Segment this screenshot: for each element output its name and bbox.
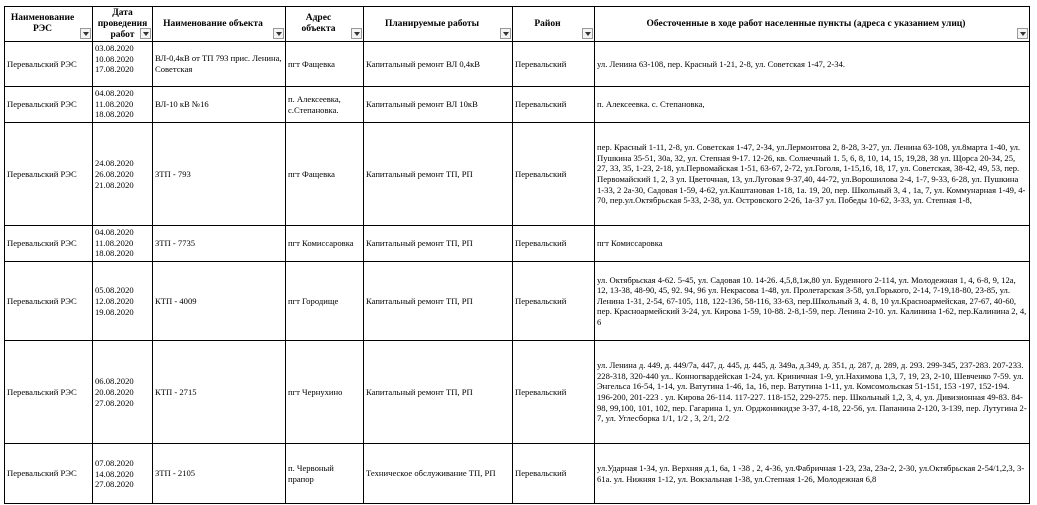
cell-settlements[interactable]: пгт Комиссаровка bbox=[595, 226, 1030, 262]
cell-address[interactable]: пгт Городище bbox=[286, 262, 364, 341]
cell-settlements[interactable]: ул. Ленина 63-108, пер. Красный 1-21, 2-8, ул. Советская 1-47, 2-34. bbox=[595, 42, 1030, 87]
table-row bbox=[5, 226, 1030, 262]
cell-res[interactable]: Перевальский РЭС bbox=[5, 87, 93, 123]
cell-object[interactable]: ВЛ-0,4кВ от ТП 793 прис. Ленина, Советская bbox=[153, 42, 286, 87]
table-row bbox=[5, 42, 1030, 87]
cell-res[interactable]: Перевальский РЭС bbox=[5, 42, 93, 87]
filter-dropdown-icon[interactable] bbox=[80, 28, 91, 39]
cell-works[interactable]: Капитальный ремонт ТП, РП bbox=[364, 262, 513, 341]
table-row bbox=[5, 87, 1030, 123]
cell-res[interactable]: Перевальский РЭС bbox=[5, 123, 93, 226]
cell-settlements[interactable]: ул. Ленина д. 449, д. 449/7а, 447, д. 445, д. 445, д. 349а, д.349, д. 351, д. 287, д. 289, д. 293. 299-345, 237-283. 207-233. 228-318, 320-440 ул.. Конногвардейская 1-24, ул. Криничная 1-9, ул.Нахимова 1,3, 7, 19, 23, 2-10, Шевченко 7-59. ул. Энгельса 16-54, 1-14, ул. Ватутина 1-46, 1а, 16, пер. Ватутина 1-11, ул. Комсомольская 51-151, 153 -197, 152-194. 196-200, 201-223 . ул. Кирова 26-114. 117-227. 118-152, 229-275. пер. Школьный 1,2, 3, 4, ул. Дивизионная 49-83. 84-98, 99,100, 101, 102, пер. Гагарина 1, ул. Орджоникидзе 3-37, 4-18, 22-56, ул. Папанина 2-120, 3-139, пер. Лутугина 2-7, ул. Углесборка 1/1, 1/2 , 3, 2/1, 2/2 bbox=[595, 341, 1030, 444]
filter-dropdown-icon[interactable] bbox=[140, 28, 151, 39]
filter-dropdown-icon[interactable] bbox=[582, 28, 593, 39]
cell-works[interactable]: Капитальный ремонт ТП, РП bbox=[364, 123, 513, 226]
cell-settlements[interactable]: пер. Красный 1-11, 2-8, ул. Советская 1-47, 2-34, ул.Лермонтова 2, 8-28, 3-27, ул. Ленина 63-108, ул.8марта 1-40, ул. Пушкина 35-51, 30а, 32, ул. Степная 9-17. 12-26, кв. Солнечный 1. 5, 6, 8, 10, 14, 15, 19,28, 38 ул. Щорса 20-34, 25, 27, 33, 35, 1-23, 2-18, ул.Первомайская 1-51, 63-67, 2-72, ул.Гоголя, 1-15,16, 18, 17, ул. Советская, 38-42, 49, 53, пер. Первомайский 1, 2, 3 ул. Цветочная, 13, ул.Луговая 9-37,40, 44-72, ул.Ворошилова 2-4, 1-7, 9-33, 6-28, ул. Пушкина 1-33, 2 2а-30, Садовая 1-59, 4-62, ул.Каштановая 1-18, 1а. 19, 20, пер. Школьный 3, 4 , 1а, 7, ул. Коммунарная 1-49, 4-70, пер.ул.Октябрьская 5-33, 2-38, ул. Островского 2-26, 1а-37 ул. Победы 10-62, 3-33, ул. Степная 1-8, bbox=[595, 123, 1030, 226]
cell-address[interactable]: пгт Фащевка bbox=[286, 42, 364, 87]
cell-dates[interactable]: 04.08.2020 11.08.2020 18.08.2020 bbox=[93, 87, 153, 123]
cell-dates[interactable]: 03.08.2020 10.08.2020 17.08.2020 bbox=[93, 42, 153, 87]
cell-res[interactable]: Перевальский РЭС bbox=[5, 226, 93, 262]
cell-res[interactable]: Перевальский РЭС bbox=[5, 444, 93, 504]
filter-dropdown-icon[interactable] bbox=[500, 28, 511, 39]
cell-district[interactable]: Перевальский bbox=[513, 341, 595, 444]
table-row bbox=[5, 444, 1030, 504]
cell-district[interactable]: Перевальский bbox=[513, 42, 595, 87]
cell-district[interactable]: Перевальский bbox=[513, 226, 595, 262]
cell-object[interactable]: ЗТП - 7735 bbox=[153, 226, 286, 262]
cell-district[interactable]: Перевальский bbox=[513, 262, 595, 341]
column-header-object: Наименование объекта bbox=[153, 7, 286, 42]
cell-dates[interactable]: 24.08.2020 26.08.2020 21.08.2020 bbox=[93, 123, 153, 226]
cell-dates[interactable]: 06.08.2020 20.08.2020 27.08.2020 bbox=[93, 341, 153, 444]
cell-district[interactable]: Перевальский bbox=[513, 87, 595, 123]
cell-res[interactable]: Перевальский РЭС bbox=[5, 341, 93, 444]
cell-object[interactable]: КТП - 2715 bbox=[153, 341, 286, 444]
cell-district[interactable]: Перевальский bbox=[513, 444, 595, 504]
cell-address[interactable]: п. Алексеевка, с.Степановка. bbox=[286, 87, 364, 123]
table-row bbox=[5, 341, 1030, 444]
column-header-works: Планируемые работы bbox=[364, 7, 513, 42]
cell-address[interactable]: пгт Фащевка bbox=[286, 123, 364, 226]
column-header-res: Наименование РЭС bbox=[5, 7, 93, 42]
cell-dates[interactable]: 05.08.2020 12.08.2020 19.08.2020 bbox=[93, 262, 153, 341]
cell-works[interactable]: Капитальный ремонт ВЛ 10кВ bbox=[364, 87, 513, 123]
column-header-address: Адрес объекта bbox=[286, 7, 364, 42]
cell-object[interactable]: КТП - 4009 bbox=[153, 262, 286, 341]
cell-district[interactable]: Перевальский bbox=[513, 123, 595, 226]
cell-works[interactable]: Капитальный ремонт ТП, РП bbox=[364, 341, 513, 444]
header-row bbox=[5, 7, 1030, 42]
column-header-date: Дата проведения работ bbox=[93, 7, 153, 42]
cell-works[interactable]: Капитальный ремонт ТП, РП bbox=[364, 226, 513, 262]
outage-table bbox=[4, 6, 1030, 504]
cell-object[interactable]: ЗТП - 793 bbox=[153, 123, 286, 226]
cell-address[interactable]: пгт Комиссаровка bbox=[286, 226, 364, 262]
cell-settlements[interactable]: ул. Октябрьская 4-62. 5-45, ул. Садовая 10. 14-26. 4,5,8,1ж,80 ул. Буденного 2-114, ул. Молодежная 1, 4, 6-8, 9, 12а, 12, 13-38, 48-90, 45, 92. 94, 96 ул. Некрасова 1-48, ул. Пролетарская 3-58, ул.Горького, 2-14, 7-19,18-80, 23-85, ул. Ленина 1-31, 2-54, 67-105, 118, 122-136, 58-116, 33-63, пер.Школьный 3, 4. 8, 10 ул.Красноармейская, 27-67, 40-60, пер. Красноармейский 3-24, ул. Кирова 1-59, 10-88. 2-8,1-59, пер. Ленина 2-10. ул. Калинина 1-62, пер.Калинина 2, 4, 6 bbox=[595, 262, 1030, 341]
cell-object[interactable]: ВЛ-10 кВ №16 bbox=[153, 87, 286, 123]
filter-dropdown-icon[interactable] bbox=[273, 28, 284, 39]
cell-res[interactable]: Перевальский РЭС bbox=[5, 262, 93, 341]
cell-dates[interactable]: 04.08.2020 11.08.2020 18.08.2020 bbox=[93, 226, 153, 262]
filter-dropdown-icon[interactable] bbox=[1017, 28, 1028, 39]
table-row bbox=[5, 123, 1030, 226]
cell-works[interactable]: Техническое обслуживание ТП, РП bbox=[364, 444, 513, 504]
spreadsheet bbox=[4, 6, 1030, 504]
cell-dates[interactable]: 07.08.2020 14.08.2020 27.08.2020 bbox=[93, 444, 153, 504]
table-row bbox=[5, 262, 1030, 341]
cell-address[interactable]: п. Червоный прапор bbox=[286, 444, 364, 504]
cell-object[interactable]: ЗТП - 2105 bbox=[153, 444, 286, 504]
cell-works[interactable]: Капитальный ремонт ВЛ 0,4кВ bbox=[364, 42, 513, 87]
column-header-district: Район bbox=[513, 7, 595, 42]
column-header-settlements: Обесточенные в ходе работ населенные пункты (адреса с указанием улиц) bbox=[595, 7, 1030, 42]
cell-settlements[interactable]: ул.Ударная 1-34, ул. Верхняя д.1, 6а, 1 -38 , 2, 4-36, ул.Фабричная 1-23, 23а, 23а-2, 2-30, ул.Октябрьская 2-54/1,2,3, 3-61а. ул. Нижняя 1-12, ул. Вокзальная 1-38, ул.Степная 1-26, Молодежная 6,8 bbox=[595, 444, 1030, 504]
cell-settlements[interactable]: п. Алексеевка. с. Степановка, bbox=[595, 87, 1030, 123]
filter-dropdown-icon[interactable] bbox=[351, 28, 362, 39]
cell-address[interactable]: пгт Чернухино bbox=[286, 341, 364, 444]
